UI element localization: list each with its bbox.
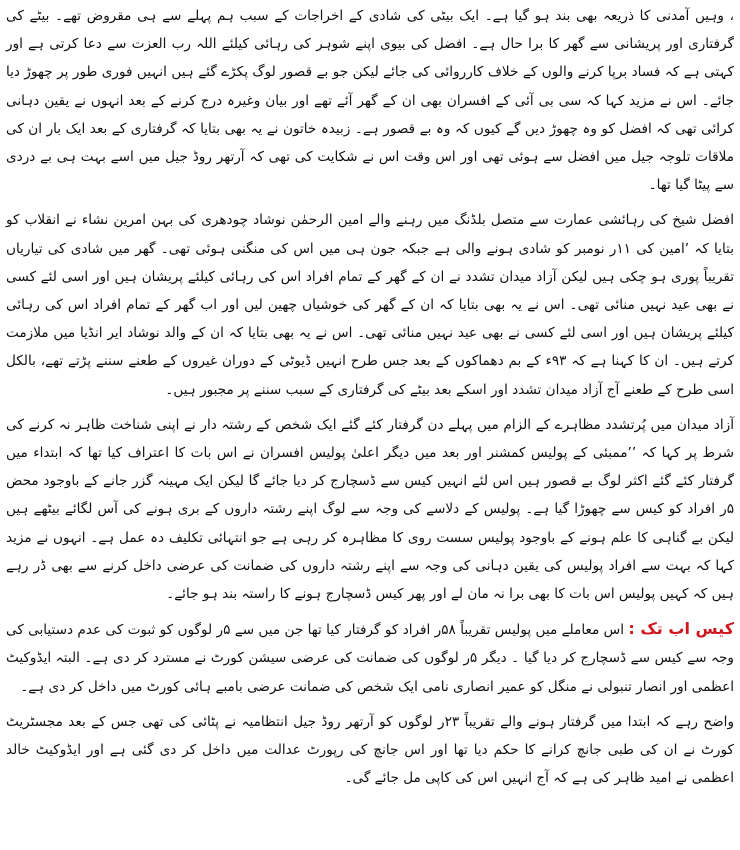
- article-body: [6, 2, 734, 792]
- paragraph-family-statement: [6, 2, 734, 199]
- paragraph-text: واضح رہے کہ ابتدا میں گرفتار ہونے والے تقریباً ۲۳ر لوگوں کو آرتھر روڈ جیل انتظامیہ نے پٹائی کی تھی جس کے بعد مجسٹریٹ کورٹ نے ان کی طبی جانچ کرانے کا حکم دیا تھا اور اس جانچ کی رپورٹ عدالت میں داخل کر دی گئی ہے اور ایڈوکیٹ خالد اعظمی نے امید ظاہر کی ہے کہ آج انہیں اس کی کاپی مل جائے گی۔: [6, 713, 735, 787]
- paragraph-neighbor-wedding: [6, 206, 734, 403]
- paragraph-medical-report: [6, 708, 734, 793]
- paragraph-text: آزاد میدان میں پُرتشدد مظاہرے کے الزام میں پہلے دن گرفتار کئے گئے ایک شخص کے رشتہ دار نے اپنی شناخت ظاہر نہ کرنے کی شرط پر کہا کہ ’’ممبئی کے پولیس کمشنر اور بعد میں دیگر اعلیٰ پولیس افسران نے اس بات کا اعتراف کیا تھا کہ ابتداء میں گرفتار کئے گئے اکثر لوگ بے قصور ہیں اس لئے انہیں کیس سے ڈسچارج کر دیا جائے گا لیکن ایک مہینہ گزر جانے کے باوجود محض ۵ر افراد کو کیس سے چھوڑا گیا ہے۔ پولیس کے دلاسے کی وجہ سے لوگ اپنے رشتہ داروں کے بری ہونے کی آس لگائے بیٹھے ہیں لیکن بے گناہی کا علم ہونے کے باوجود پولیس سست روی کا مظاہرہ کر رہی ہے جو انتہائی تکلیف دہ عمل ہے۔ انہوں نے مزید کہا کہ بہت سے افراد پولیس کی یقین دہانی کی وجہ سے اپنے رشتہ داروں کی ضمانت کی عرضی داخل کرنے سے بھی ڈر رہے ہیں کہ کہیں پولیس اس بات کا بھی برا نہ مان لے اور پھر کیس ڈسچارج ہونے کا راستہ بند ہو جائے۔: [6, 416, 734, 603]
- paragraph-text: افضل شیخ کی رہائشی عمارت سے متصل بلڈنگ میں رہنے والے امین الرحمٰن نوشاد چودھری کی بہن امرین نشاء نے انقلاب کو بتایا کہ ’امین کی ۱۱ر نومبر کو شادی ہونے والی ہے جبکہ جون ہی میں اس کی منگنی ہوئی تھی۔ گھر میں شادی کی تیاریاں تقریباً پوری ہو چکی ہیں لیکن آزاد میدان تشدد نے ان کے گھر کے تمام افراد اس کی رہائی کیلئے پریشان ہیں اور اسی لئے کسی نے بھی عید نہیں منائی تھی۔ اس نے یہ بھی بتایا کہ ان کے گھر کی خوشیاں چھین لیں اور اب گھر کے تمام افراد اس کی رہائی کیلئے پریشان ہیں اور اسی لئے کسی نے بھی عید نہیں منائی تھی۔ اس نے یہ بھی بتایا کہ ان کے والد نوشاد ایر انڈیا میں ملازمت کرتے ہیں۔ ان کا کہنا ہے کہ ۹۳ء کے بم دھماکوں کے بعد جس طرح انہیں ڈیوٹی کے دوران غیروں کے طعنے سننے پڑتے تھے، بالکل اسی طرح کے طعنے آج آزاد میدان تشدد اور اسکے بعد بیٹے کی گرفتاری کے سبب سننے پر مجبور ہیں۔: [6, 212, 734, 398]
- paragraph-case-update: [6, 615, 734, 701]
- paragraph-text: اس معاملے میں پولیس تقریباً ۵۸ر افراد کو گرفتار کیا تھا جن میں سے ۵ر لوگوں کو ثبوت کی عدم دستیابی کی وجہ سے کیس سے ڈسچارج کر دیا گیا ۔ دیگر ۵ر لوگوں کی ضمانت کی عرضی سیشن کورٹ نے مسترد کر دی ہے۔ البتہ ایڈوکیٹ اعظمی اور انصار تنبولی نے منگل کو عمیر انصاری نامی ایک شخص کی ضمانت عرضی بامبے ہائی کورٹ میں داخل کر دی ہے۔: [6, 622, 734, 695]
- paragraph-relative-statement: [6, 411, 734, 608]
- case-update-heading: کیس اب تک :: [628, 619, 735, 639]
- paragraph-text: ، وہیں آمدنی کا ذریعہ بھی بند ہو گیا ہے۔ ایک بیٹی کی شادی کے اخراجات کے سبب ہم پہلے سے ہی مقروض تھے۔ بیٹے کی گرفتاری اور پریشانی سے گھر کا برا حال ہے۔ افضل کی بیوی اپنے شوہر کی رہائی کیلئے اللہ رب العزت سے دعا کرتی ہے اور کہتی ہے کہ فساد برپا کرنے والوں کے خلاف کارروائی کی جائے لیکن جو بے قصور لوگ پکڑے گئے ہیں انہیں فوری طور پر چھوڑ دیا جائے۔ اس نے مزید کہا کہ سی بی آئی کے افسران بھی ان کے گھر آئے تھے اور بیان وغیرہ درج کرنے کے بعد انہوں نے یقین دہانی کرائی تھی کہ افضل کو وہ چھوڑ دیں گے کیوں کہ وہ بے قصور ہے۔ زبیدہ خاتون نے یہ بھی بتایا کہ گرفتاری کے بعد ایک بار ان کی ملاقات تلوجہ جیل میں افضل سے ہوئی تھی اور اس وقت اس نے شکایت کی تھی کہ آرتھر روڈ جیل میں اسے بہت ہی بے دردی سے پیٹا گیا تھا۔: [6, 8, 734, 194]
